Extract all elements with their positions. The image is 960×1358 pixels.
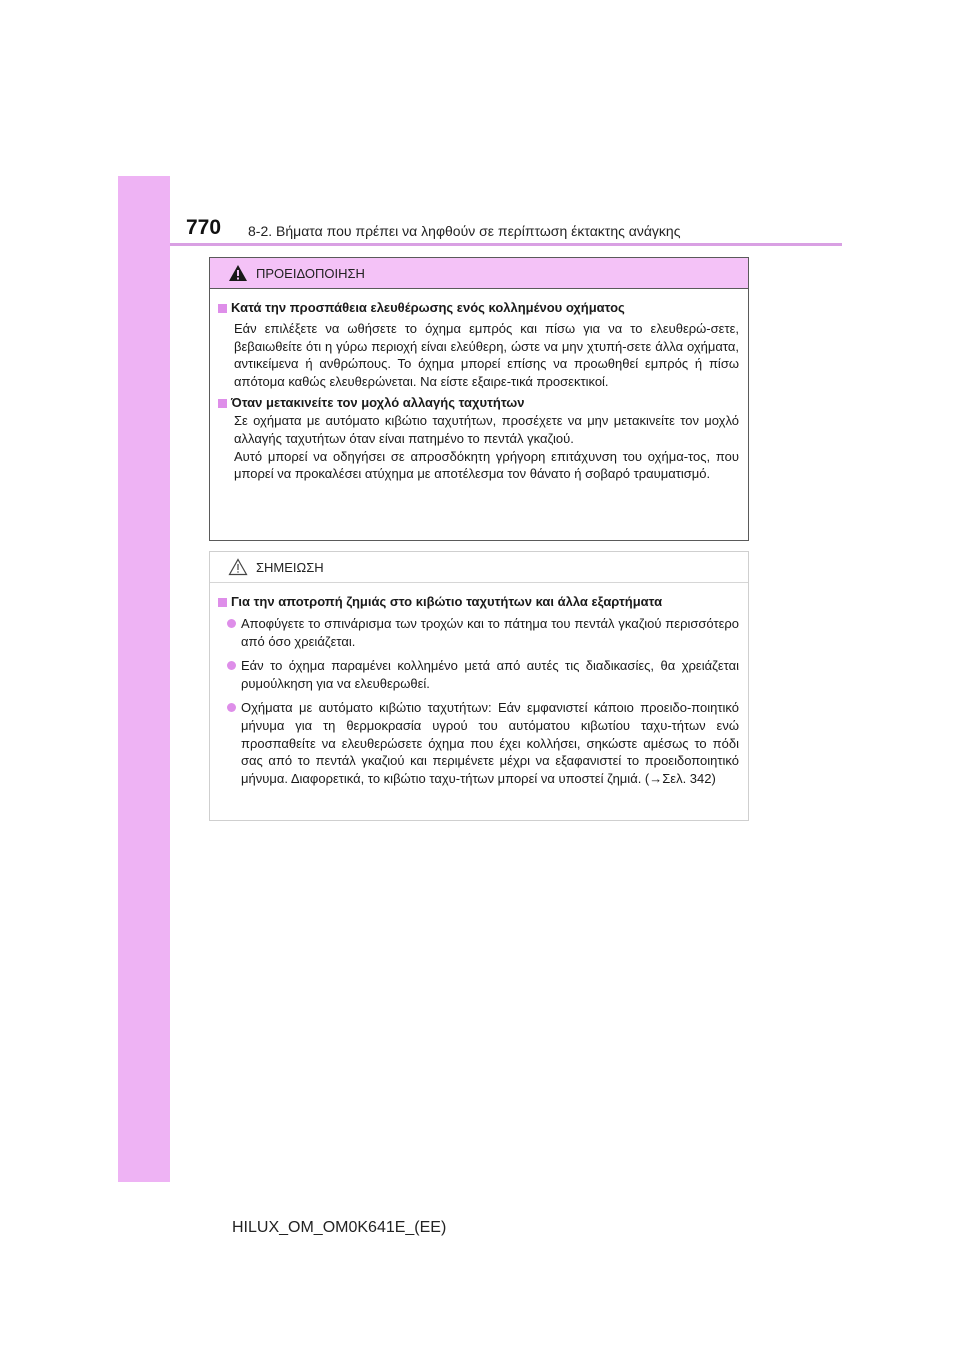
warning-box: [209, 257, 749, 541]
page-number: 770: [186, 216, 222, 239]
header-divider: [170, 243, 842, 246]
list-item: Εάν το όχημα παραμένει κολλημένο μετά από αυτές τις διαδικασίες, θα χρειάζεται ρυμούλκηση για να ελευθερωθεί.: [218, 657, 739, 692]
list-item: Οχήματα με αυτόματο κιβώτιο ταχυτήτων: Εάν εμφανιστεί κάποιο προειδο-ποιητικό μήνυμα για τη θερμοκρασία υγρού του αυτόματου κιβωτίου ταχυ-τήτων ενώ προσπαθείτε να ελευθερώσετε όχημα που έχει κολλήσει, σηκώστε αμέσως το πόδι σας από το πεντάλ γκαζιού και περιμένετε μέχρι να εξαφανιστεί το προειδοποιητικό μήνυμα. Διαφορετικά, το κιβώτιο ταχυ-τήτων μπορεί να υποστεί ζημιά. (→Σελ. 342): [218, 699, 739, 787]
warning-paragraph: Σε οχήματα με αυτόματο κιβώτιο ταχυτήτων, προσέχετε να μην μετακινείτε τον μοχλό αλλαγής ταχυτήτων όταν είναι πατημένο το πεντάλ γκαζιού.: [234, 413, 739, 446]
bullet-dot-icon: [227, 661, 236, 670]
warning-paragraph: Αυτό μπορεί να οδηγήσει σε απροσδόκητη γρήγορη επιτάχυνση του οχήμα-τος, που μπορεί να προκαλέσει ατύχημα με αποτέλεσμα τον θάνατο ή σοβαρό τραυματισμό.: [234, 448, 739, 482]
note-section-title: Για την αποτροπή ζημιάς στο κιβώτιο ταχυτήτων και άλλα εξαρτήματα: [218, 593, 739, 611]
section-square-icon: [218, 399, 227, 408]
caution-triangle-icon: [228, 558, 248, 576]
bullet-dot-icon: [227, 703, 236, 712]
note-label: ΣΗΜΕΙΩΣΗ: [256, 559, 324, 575]
note-box: [209, 551, 749, 821]
side-tab-strip: [118, 176, 170, 1182]
note-header: [210, 552, 748, 583]
warning-triangle-icon: [228, 264, 248, 282]
chapter-title: 8-2. Βήματα που πρέπει να ληφθούν σε περίπτωση έκτακτης ανάγκης: [248, 223, 681, 239]
warning-section-title: Όταν μετακινείτε τον μοχλό αλλαγής ταχυτήτων: [218, 394, 739, 412]
list-item: Αποφύγετε το σπινάρισμα των τροχών και το πάτημα του πεντάλ γκαζιού περισσότερο από όσο χρειάζεται.: [218, 615, 739, 650]
section-square-icon: [218, 304, 227, 313]
warning-label: ΠΡΟΕΙΔΟΠΟΙΗΣΗ: [256, 265, 365, 281]
warning-paragraph: Εάν επιλέξετε να ωθήσετε το όχημα εμπρός και πίσω για να το ελευθερώ-σετε, βεβαιωθείτε ότι η γύρω περιοχή είναι ελεύθερη, ώστε να μην χτυπή-σετε άλλα οχήματα, αντικείμενα ή ανθρώπους. Το όχημα μπορεί επίσης να προωθηθεί εμπρός ή πίσω απότομα καθώς ελευθερώνεται. Να είστε εξαιρε-τικά προσεκτικοί.: [234, 321, 739, 389]
bullet-dot-icon: [227, 619, 236, 628]
warning-section-title: Κατά την προσπάθεια ελευθέρωσης ενός κολλημένου οχήματος: [218, 299, 739, 317]
warning-header: [210, 258, 748, 289]
document-code: HILUX_OM_OM0K641E_(EE): [232, 1219, 447, 1236]
section-square-icon: [218, 598, 227, 607]
